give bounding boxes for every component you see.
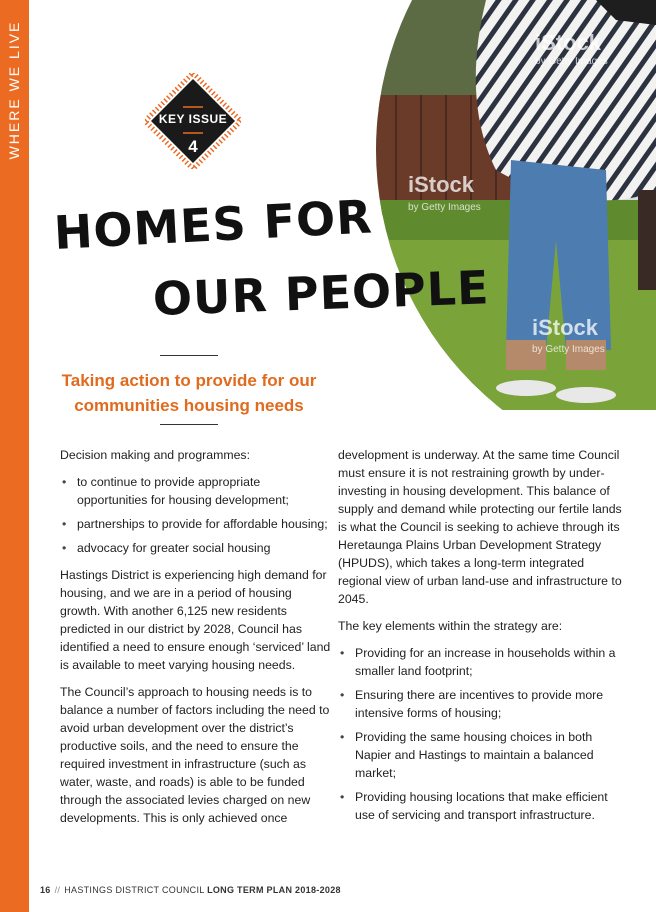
subtitle-line2: communities housing needs [74, 396, 304, 415]
list-item: • Providing for an increase in households within a smaller land footprint; [338, 644, 622, 680]
list-item: • to continue to provide appropriate opportunities for housing development; [60, 473, 332, 509]
watermark: iStock [535, 30, 602, 55]
sidebar-band [0, 0, 29, 912]
body-column-left [60, 446, 332, 836]
intro-text: Decision making and programmes: [60, 448, 251, 462]
watermark: by Getty Images [532, 344, 605, 355]
list-item: • advocacy for greater social housing [60, 539, 332, 557]
list-item: • Ensuring there are incentives to provide more intensive forms of housing; [338, 686, 622, 722]
watermark: by Getty Images [408, 202, 481, 213]
list-item: • Providing housing locations that make efficient use of servicing and transport infrastructure. [338, 788, 622, 824]
footer-separator: // [54, 885, 61, 895]
paragraph: Hastings District is experiencing high demand for housing, and we are in a period of housing growth. With another 6,125 new residents predicted in our district by 2028, Council has identified a need to ensure enough ‘serviced’ land is available to meet varying housing needs. [60, 568, 331, 672]
divider-bottom [160, 424, 218, 425]
badge-label: KEY ISSUE [158, 112, 228, 126]
watermark: by Getty Images [535, 56, 608, 67]
subtitle-line1: Taking action to provide for our [61, 371, 317, 390]
paragraph: The key elements within the strategy are: [338, 619, 563, 633]
footer-plan: LONG TERM PLAN 2018-2028 [207, 885, 341, 895]
watermark: iStock [408, 172, 475, 197]
page-footer [40, 885, 341, 895]
list-item: • partnerships to provide for affordable housing; [60, 515, 332, 533]
paragraph: The Council’s approach to housing needs is to balance a number of factors including the need to avoid urban development over the district’s productive soils, and the need to ensure the required investment in infrastructure (such as water, waste, and roads) is able to be funded through the associated levies charged on new developments. This is only achieved once [60, 685, 330, 825]
divider-top [160, 355, 218, 356]
section-label: WHERE WE LIVE [6, 20, 22, 160]
page-number: 16 [40, 885, 51, 895]
list-item: • Providing the same housing choices in both Napier and Hastings to maintain a balanced market; [338, 728, 622, 782]
page-title-line2: OUR PEOPLE [152, 260, 491, 326]
strategy-list [338, 644, 622, 824]
badge-number: 4 [188, 137, 198, 156]
footer-org: HASTINGS DISTRICT COUNCIL [64, 885, 205, 895]
watermark: iStock [532, 315, 599, 340]
subtitle [50, 368, 328, 418]
programmes-list [60, 473, 332, 557]
page-title-line1: HOMES FOR [52, 189, 374, 260]
paragraph: development is underway. At the same time Council must ensure it is not restraining growth by under-investing in housing development. This balance of supply and demand while protecting our fertile lands is what the Council is seeking to achieve through its Heretaunga Plains Urban Development Strategy (HPUDS), which takes a long-term integrated regional view of urban land-use and infrastructure to 2045. [338, 448, 622, 606]
body-column-right [338, 446, 622, 833]
